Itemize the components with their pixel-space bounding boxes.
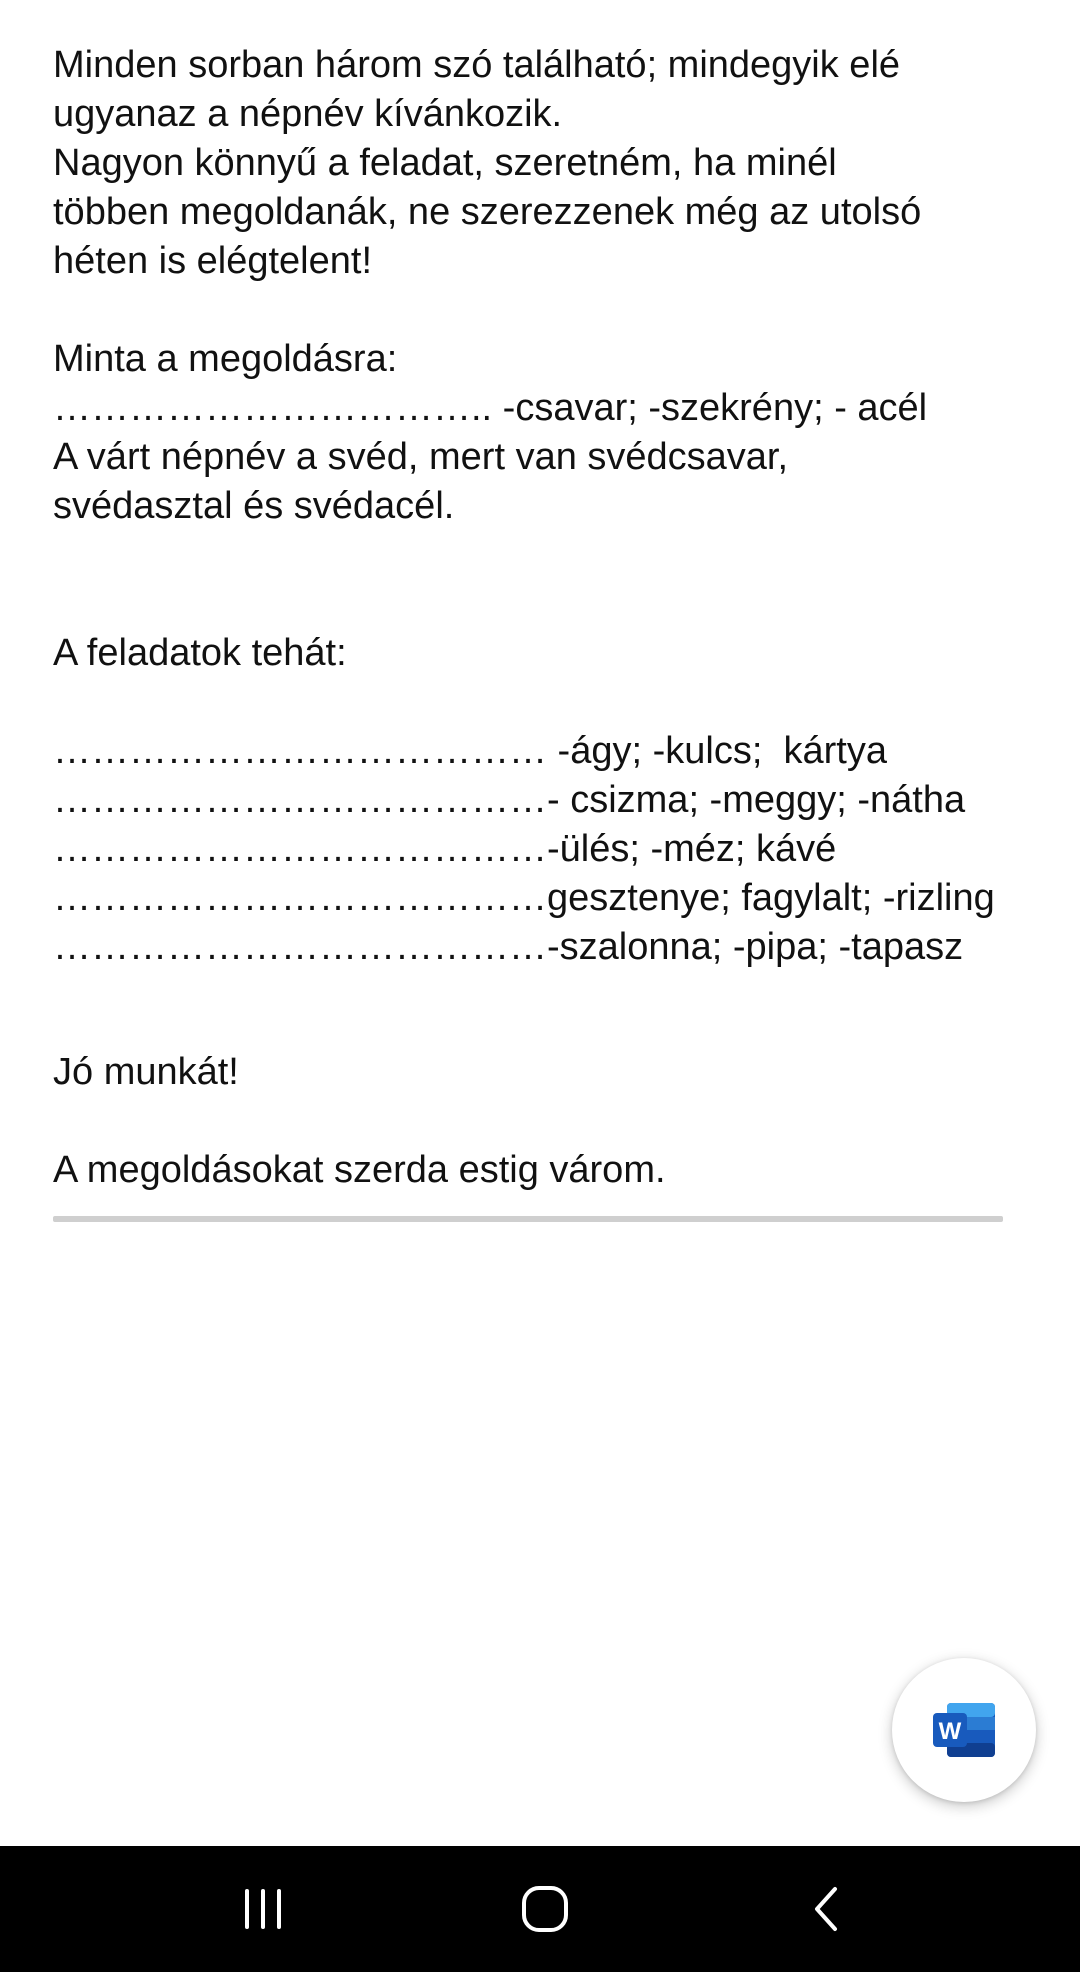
tasks-heading: A feladatok tehát:	[53, 632, 347, 674]
open-in-word-button[interactable]	[892, 1658, 1036, 1802]
intro-line-2: ugyanaz a népnév kívánkozik.	[53, 93, 563, 135]
home-icon	[519, 1883, 571, 1935]
closing-text: Jó munkát!	[53, 1051, 239, 1093]
spacer	[53, 286, 1013, 335]
home-button[interactable]	[500, 1874, 590, 1944]
system-navigation-bar	[0, 1846, 1080, 1972]
example-explanation-1: A várt népnév a svéd, mert van svédcsavar,	[53, 436, 789, 478]
task-line: …………………………………-szalonna; -pipa; -tapasz	[53, 926, 964, 968]
intro-line-4: többen megoldanák, ne szerezzenek még az utolsó	[53, 191, 922, 233]
example-heading: Minta a megoldásra:	[53, 338, 398, 380]
document-end-divider	[53, 1216, 1003, 1222]
spacer	[53, 531, 1013, 629]
intro-line-1: Minden sorban három szó található; mindegyik elé	[53, 44, 901, 86]
task-line: ………………………………… -ágy; -kulcs; kártya	[53, 730, 887, 772]
example-line: …………………………….. -csavar; -szekrény; - acél	[53, 387, 928, 429]
task-line: …………………………………- csizma; -meggy; -nátha	[53, 779, 966, 821]
spacer	[53, 678, 1013, 727]
intro-line-3: Nagyon könnyű a feladat, szeretném, ha minél	[53, 142, 837, 184]
back-button[interactable]	[782, 1874, 872, 1944]
word-icon	[931, 1701, 997, 1759]
recents-icon	[238, 1884, 288, 1934]
task-line: …………………………………-ülés; -méz; kávé	[53, 828, 837, 870]
intro-line-5: héten is elégtelent!	[53, 240, 373, 282]
spacer	[53, 1097, 1013, 1146]
task-line: …………………………………gesztenye; fagylalt; -rizling	[53, 877, 995, 919]
example-explanation-2: svédasztal és svédacél.	[53, 485, 455, 527]
spacer	[53, 972, 1013, 1048]
recents-button[interactable]	[218, 1874, 308, 1944]
deadline-text: A megoldásokat szerda estig várom.	[53, 1149, 666, 1191]
document-body	[53, 41, 1013, 1195]
back-icon	[807, 1883, 847, 1935]
word-letter: W	[938, 1718, 962, 1745]
